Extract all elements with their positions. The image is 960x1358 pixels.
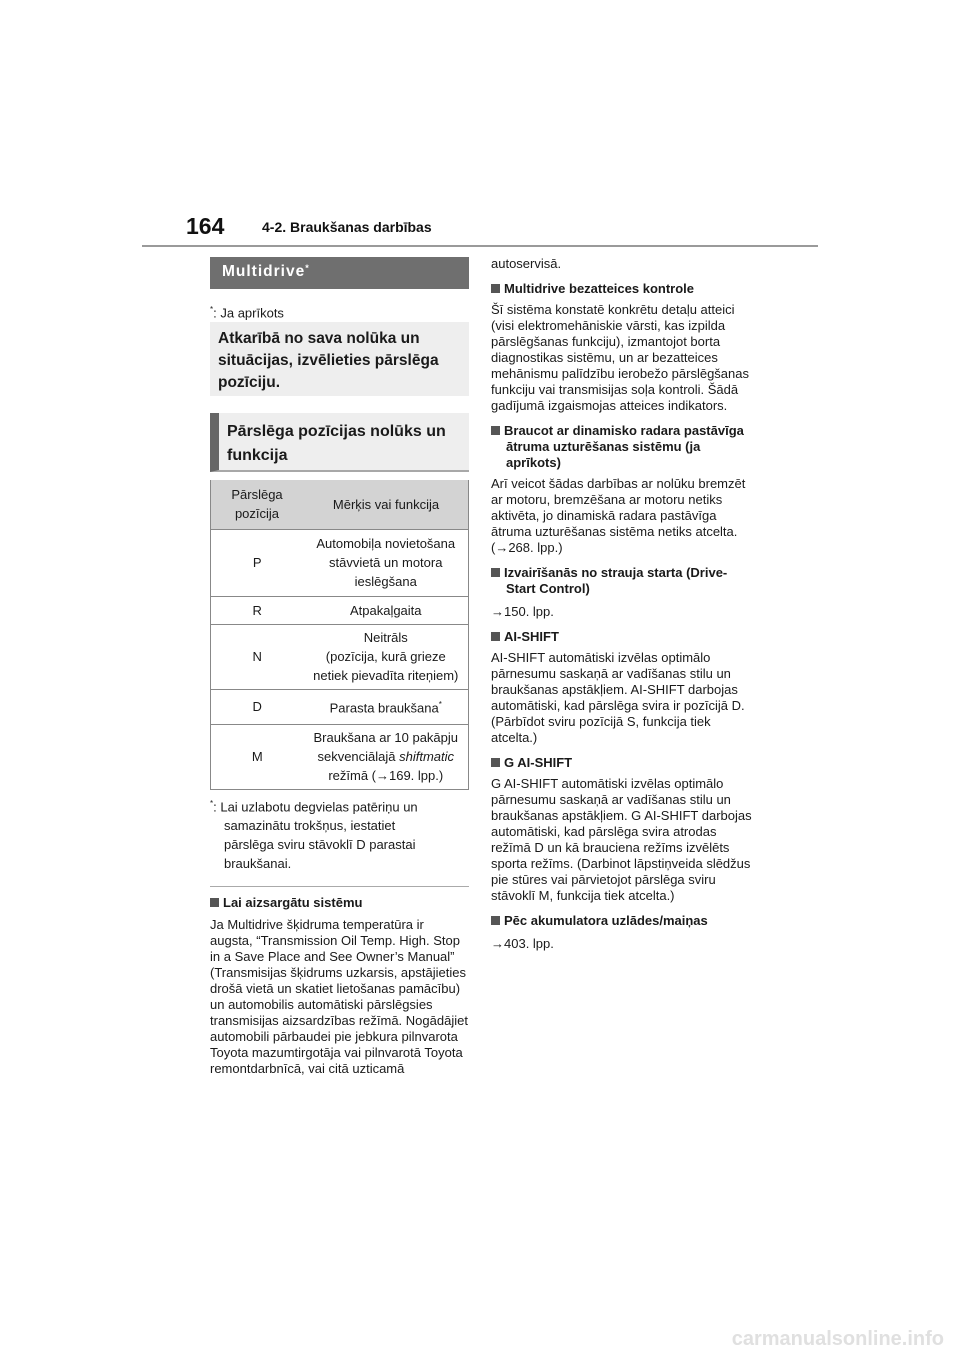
- section-ai-shift: [491, 629, 756, 746]
- table-heading: Pārslēga pozīcijas nolūks un funkcija: [227, 423, 446, 464]
- right-column: [491, 256, 756, 952]
- cell-text-italic: shiftmatic: [399, 749, 455, 764]
- body-text: →150. lpp.: [491, 604, 554, 619]
- square-bullet-icon: [491, 916, 500, 925]
- equipment-footnote: [210, 300, 469, 322]
- body-text: Arī veicot šādas darbības ar nolūku bremzēt ar motoru, bremzēšana ar motoru netiks aktivēta, jo dinamiskā radara pastāvīga ātruma uzturēšanas sistēma netiks atcelta. (→268. lpp.): [491, 476, 746, 555]
- table-header-row: [211, 480, 469, 529]
- subheading-text: Braucot ar dinamisko radara pastāvīga ātruma uzturēšanas sistēmu (ja aprīkots): [504, 423, 744, 470]
- subheading: [491, 755, 756, 771]
- square-bullet-icon: [491, 284, 500, 293]
- table-row: [211, 596, 469, 624]
- square-bullet-icon: [491, 758, 500, 767]
- subheading-text: Pēc akumulatora uzlādes/maiņas: [504, 913, 708, 928]
- footnote-line: samazinātu trokšņus, iestatiet: [224, 818, 396, 834]
- subheading-text: AI-SHIFT: [504, 629, 559, 644]
- table-footnote: [210, 794, 469, 873]
- subheading: [491, 565, 756, 597]
- page-number: 164: [186, 213, 225, 239]
- footnote-mark: *: [210, 799, 214, 808]
- cell-position: N: [211, 624, 304, 689]
- cell-text: sekvenciālajā: [317, 749, 400, 764]
- cell-position: M: [211, 724, 304, 789]
- watermark: [0, 1328, 960, 1351]
- subheading: [491, 423, 756, 471]
- continuation-text: autoservisā.: [491, 256, 562, 271]
- multidrive-title-mark: *: [305, 263, 310, 273]
- subheading-text: Lai aizsargātu sistēmu: [223, 895, 363, 910]
- cell-line: Parasta braukšana: [329, 700, 439, 716]
- square-bullet-icon: [491, 568, 500, 577]
- table-heading-box: [210, 413, 469, 472]
- cell-line: režīmā (→169. lpp.): [328, 768, 444, 783]
- cell-line: ieslēgšana: [354, 574, 417, 589]
- body-text: →403. lpp.: [491, 936, 554, 951]
- protect-system-section: [210, 895, 469, 1077]
- section-g-ai-shift: [491, 755, 756, 904]
- section-drive-start: [491, 565, 756, 620]
- cell-line: Braukšana ar 10 pakāpju: [313, 730, 459, 745]
- cell-line: (pozīcija, kurā grieze: [325, 649, 446, 664]
- body-text: AI-SHIFT automātiski izvēlas optimālo pārnesumu saskaņā ar vadīšanas stilu un braukšanas apstākļiem. AI-SHIFT darbojas automātiski, kad pārslēga svira ir pozīcijā D. (Pārbīdot sviru pozīcijā S, funkcija tiek atcelta.): [491, 650, 745, 745]
- table-row: [211, 689, 469, 724]
- multidrive-title: Multidrive: [222, 263, 306, 280]
- square-bullet-icon: [210, 898, 219, 907]
- intro-box: [210, 322, 469, 396]
- cell-function: Atpakaļgaita: [304, 596, 469, 624]
- body-text: Šī sistēma konstatē konkrētu detaļu atteici (visi elektromehāniskie vārsti, kas izpilda pārslēgšanas funkciju), izmantojot borta diagnostikas sistēmu, un ar bezatteices mehānismu palīdzību ierobežo pārslēgšanas funkciju vai transmisijas soļa kontroli. Šādā gadījumā izgaismojas atteices indikators.: [491, 302, 749, 413]
- table-row: [211, 624, 469, 689]
- footnote-line: pārslēga sviru stāvoklī D parastai: [224, 837, 416, 853]
- table-row: [211, 529, 469, 596]
- cell-line: Neitrāls: [363, 630, 408, 645]
- intro-text: Atkarībā no sava nolūka un situācijas, izvēlieties pārslēga pozīciju.: [218, 330, 439, 391]
- cell-position: D: [211, 689, 304, 724]
- cell-function: [304, 724, 469, 789]
- cell-line: Automobiļa novietošana: [316, 536, 456, 551]
- cell-function: [304, 624, 469, 689]
- cell-mark: *: [438, 700, 442, 710]
- body-text: Ja Multidrive šķidruma temperatūra ir augsta, “Transmission Oil Temp. High. Stop in a Save Place and See Owner’s Manual” (Transmisijas šķidrums uzkarsis, apstājieties drošā vietā un skatiet lietošanas pamācību) un automobilis automātiski pārslēgsies transmisijas aizsardzības režīmā. Nogādājiet automobili pārbaudei pie jebkura pilnvarota Toyota mazumtirgotāja vai pilnvarotā Toyota remontdarbnīcā, vai citā uzticamā: [210, 917, 468, 1076]
- footnote-mark: *: [210, 305, 214, 314]
- cell-position: R: [211, 596, 304, 624]
- shift-position-table: [210, 480, 469, 790]
- section-radar-cruise: [491, 423, 756, 556]
- table-row: [211, 724, 469, 789]
- cell-function: [304, 529, 469, 596]
- watermark-text: carmanualsonline.info: [731, 1328, 944, 1350]
- cell-line: netiek pievadīta riteņiem): [313, 668, 459, 683]
- header-rule: [142, 245, 818, 247]
- subheading: [491, 281, 756, 297]
- subheading-text: Multidrive bezatteices kontrole: [504, 281, 694, 296]
- cell-line: [306, 747, 467, 766]
- footnote-text: : Ja aprīkots: [213, 305, 284, 321]
- body-text: G AI-SHIFT automātiski izvēlas optimālo pārnesumu saskaņā ar vadīšanas stilu un braukšanas apstākļiem. G AI-SHIFT darbojas automātiski, kad pārslēga svira atrodas režīmā D un kā brauciena režīms izvēlēts sporta režīms. (Darbinot lāpstiņveida slēdžus pie stūres vai pārvietojot pārslēga sviru stāvoklī M, funkcija tiek atcelta.): [491, 776, 752, 903]
- subheading: [210, 895, 469, 911]
- shift-table-wrap: [210, 480, 469, 790]
- section-title: 4-2. Braukšanas darbības: [262, 219, 432, 235]
- subheading: [491, 629, 756, 645]
- square-bullet-icon: [491, 632, 500, 641]
- footnote-text: : Lai uzlabotu degvielas patēriņu un: [213, 799, 418, 815]
- section-battery: [491, 913, 756, 952]
- cell-function: [304, 689, 469, 724]
- footnote-line: braukšanai.: [224, 856, 292, 872]
- subheading-text: G AI-SHIFT: [504, 755, 573, 770]
- square-bullet-icon: [491, 426, 500, 435]
- cell-position: P: [211, 529, 304, 596]
- footnote-line: [210, 794, 469, 816]
- cell-line: stāvvietā un motora: [329, 555, 443, 570]
- subheading: [491, 913, 756, 929]
- header-cell-function: Mērķis vai funkcija: [304, 480, 469, 529]
- multidrive-heading: [210, 257, 469, 289]
- header-cell-position: Pārslēga pozīcija: [211, 480, 304, 529]
- subheading-text: Izvairīšanās no strauja starta (Drive-Start Control): [504, 565, 728, 596]
- section-failsafe: [491, 281, 756, 414]
- section-divider: [210, 886, 469, 887]
